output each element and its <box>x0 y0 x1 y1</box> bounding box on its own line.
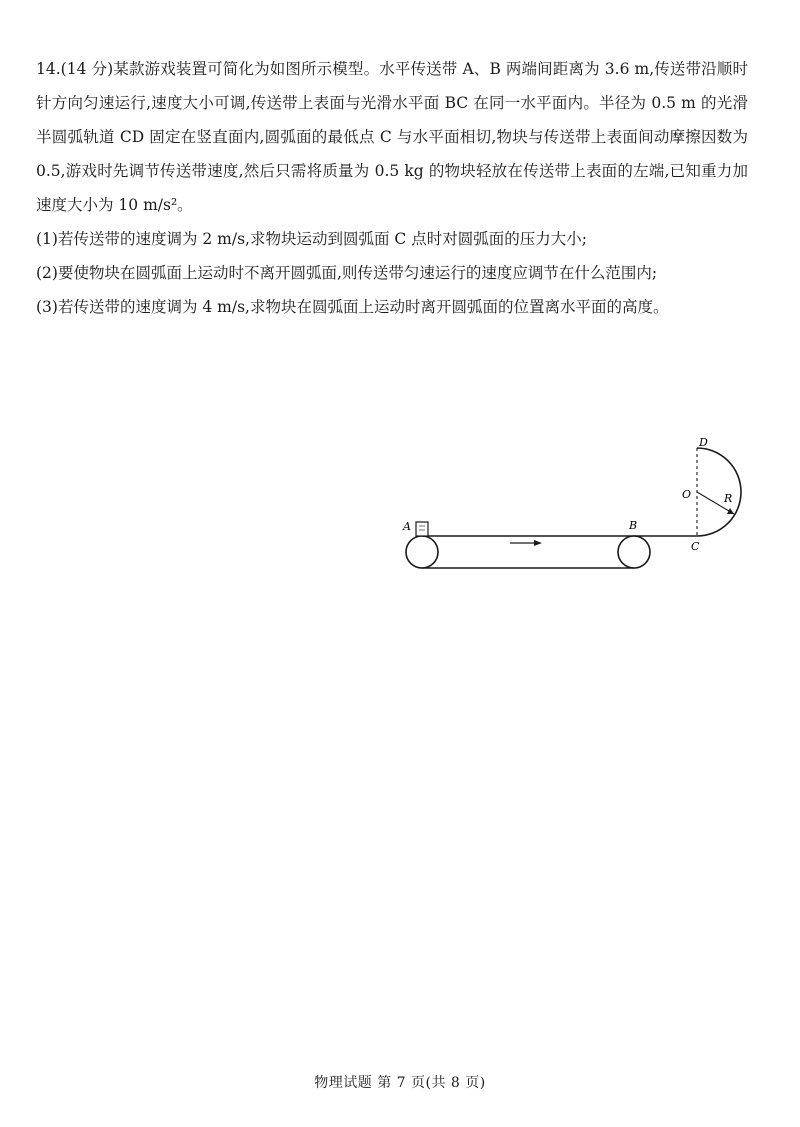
question-score: (14 分) <box>60 60 114 78</box>
semicircle-track <box>697 448 741 536</box>
label-r: R <box>724 492 733 505</box>
pulley-b <box>618 536 650 568</box>
label-b: B <box>629 519 638 532</box>
label-c: C <box>691 540 700 553</box>
page-footer: 物理试题 第 7 页(共 8 页) <box>314 1075 486 1091</box>
sub-question-3: (3)若传送带的速度调为 4 m/s,求物块在圆弧面上运动时离开圆弧面的位置离水平面的高度。 <box>36 298 669 316</box>
label-a: A <box>403 520 411 533</box>
conveyor-diagram <box>392 430 752 580</box>
pulley-a <box>406 536 438 568</box>
question-stem: 某款游戏装置可简化为如图所示模型。水平传送带 A、B 两端间距离为 3.6 m,传送带沿顺时针方向匀速运行,速度大小可调,传送带上表面与光滑水平面 BC 在同一水平面内。半径为 0.5 m 的光滑半圆弧轨道 CD 固定在竖直面内,圆弧面的最低点 C 与水平面相切,物块与传送带上表面间动摩擦因数为 0.5,游戏时先调节传送带速度,然后只需将质量为 0.5 kg 的物块轻放在传送带上表面的左端,已知重力加速度大小为 10 m/s²。 <box>36 60 748 214</box>
sub-question-2: (2)要使物块在圆弧面上运动时不离开圆弧面,则传送带匀速运行的速度应调节在什么范围内; <box>36 264 658 282</box>
sub-question-1: (1)若传送带的速度调为 2 m/s,求物块运动到圆弧面 C 点时对圆弧面的压力大小; <box>36 230 587 248</box>
label-d: D <box>699 436 708 449</box>
question-number: 14. <box>36 60 61 78</box>
question-14 <box>36 52 748 324</box>
label-o: O <box>682 488 692 501</box>
block <box>416 522 428 536</box>
question-intro <box>36 52 748 222</box>
conveyor-figure <box>392 430 752 580</box>
motion-arrow-head <box>534 540 542 546</box>
